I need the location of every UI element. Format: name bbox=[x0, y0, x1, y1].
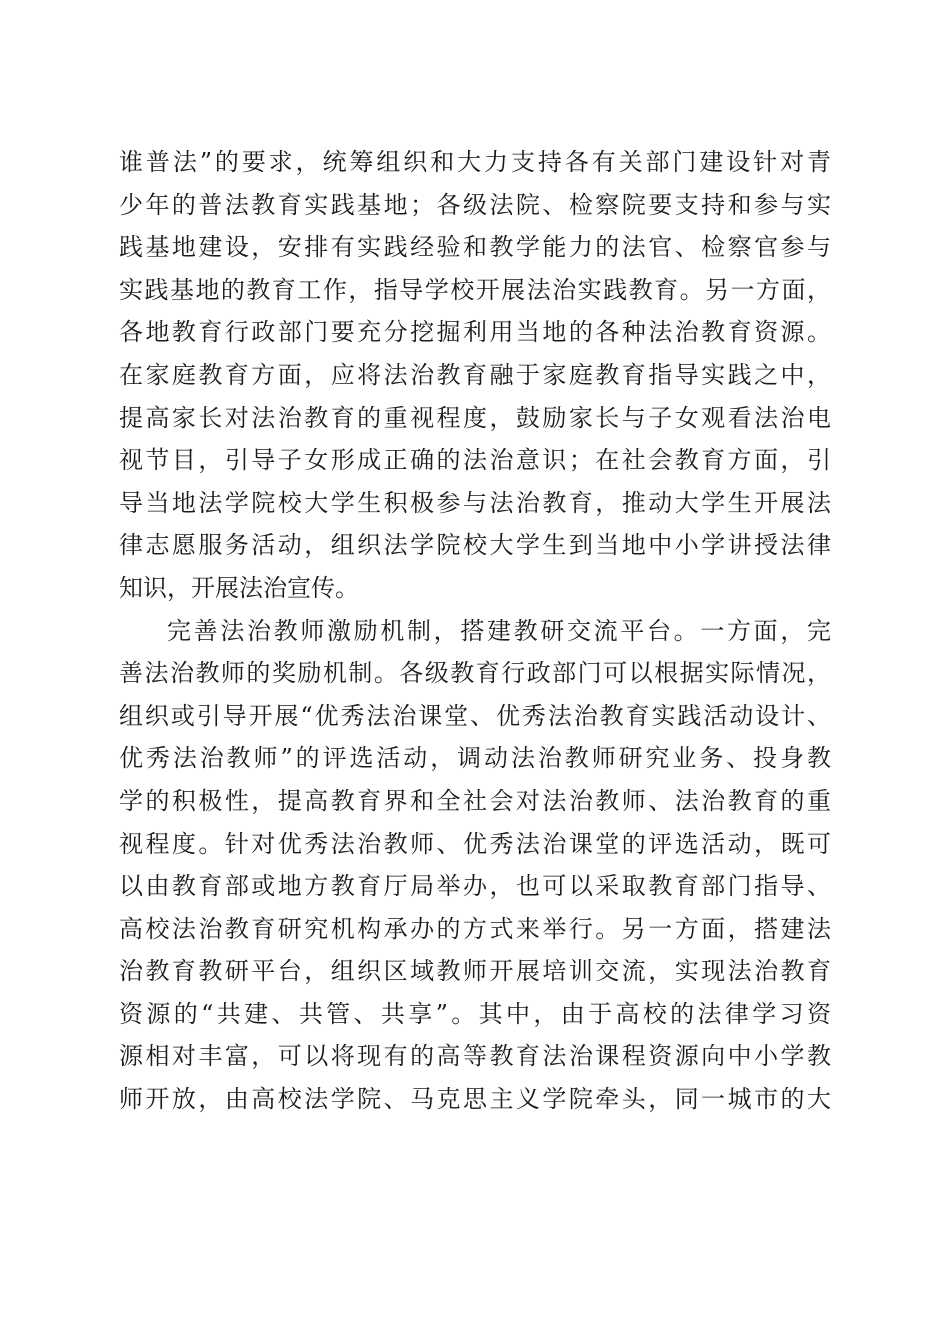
text-line: 资源的“共建、共管、共享”。其中，由于高校的法律学习资 bbox=[119, 999, 831, 1028]
text-line: 高校法治教育研究机构承办的方式来举行。另一方面，搭建法 bbox=[119, 914, 831, 943]
text-line: 导当地法学院校大学生积极参与法治教育，推动大学生开展法 bbox=[119, 488, 831, 517]
text-line: 践基地建设，安排有实践经验和教学能力的法官、检察官参与 bbox=[119, 233, 831, 262]
text-line: 优秀法治教师”的评选活动，调动法治教师研究业务、投身教 bbox=[119, 744, 831, 773]
text-line: 视程度。针对优秀法治教师、优秀法治课堂的评选活动，既可 bbox=[119, 829, 831, 858]
text-line: 治教育教研平台，组织区域教师开展培训交流，实现法治教育 bbox=[119, 957, 831, 986]
paragraph-2 bbox=[119, 610, 831, 1121]
text-line: 视节目，引导子女形成正确的法治意识；在社会教育方面，引 bbox=[119, 446, 831, 475]
text-line: 少年的普法教育实践基地；各级法院、检察院要支持和参与实 bbox=[119, 190, 831, 219]
text-line: 以由教育部或地方教育厅局举办，也可以采取教育部门指导、 bbox=[119, 872, 831, 901]
paragraph-1 bbox=[119, 141, 831, 610]
text-line: 完善法治教师激励机制，搭建教研交流平台。一方面，完 bbox=[167, 616, 831, 645]
text-line: 知识，开展法治宣传。 bbox=[119, 573, 359, 602]
text-line: 提高家长对法治教育的重视程度，鼓励家长与子女观看法治电 bbox=[119, 403, 831, 432]
text-line: 组织或引导开展“优秀法治课堂、优秀法治教育实践活动设计、 bbox=[119, 701, 831, 730]
text-line: 律志愿服务活动，组织法学院校大学生到当地中小学讲授法律 bbox=[119, 531, 831, 560]
text-line: 实践基地的教育工作，指导学校开展法治实践教育。另一方面， bbox=[119, 275, 831, 304]
text-line: 善法治教师的奖励机制。各级教育行政部门可以根据实际情况， bbox=[119, 659, 831, 688]
text-line: 师开放，由高校法学院、马克思主义学院牵头，同一城市的大 bbox=[119, 1085, 831, 1114]
text-line: 源相对丰富，可以将现有的高等教育法治课程资源向中小学教 bbox=[119, 1042, 831, 1071]
text-line: 学的积极性，提高教育界和全社会对法治教师、法治教育的重 bbox=[119, 786, 831, 815]
body-text bbox=[119, 141, 831, 1121]
text-line: 在家庭教育方面，应将法治教育融于家庭教育指导实践之中， bbox=[119, 360, 831, 389]
text-line: 谁普法”的要求，统筹组织和大力支持各有关部门建设针对青 bbox=[119, 148, 831, 176]
text-line: 各地教育行政部门要充分挖掘利用当地的各种法治教育资源。 bbox=[119, 318, 831, 347]
